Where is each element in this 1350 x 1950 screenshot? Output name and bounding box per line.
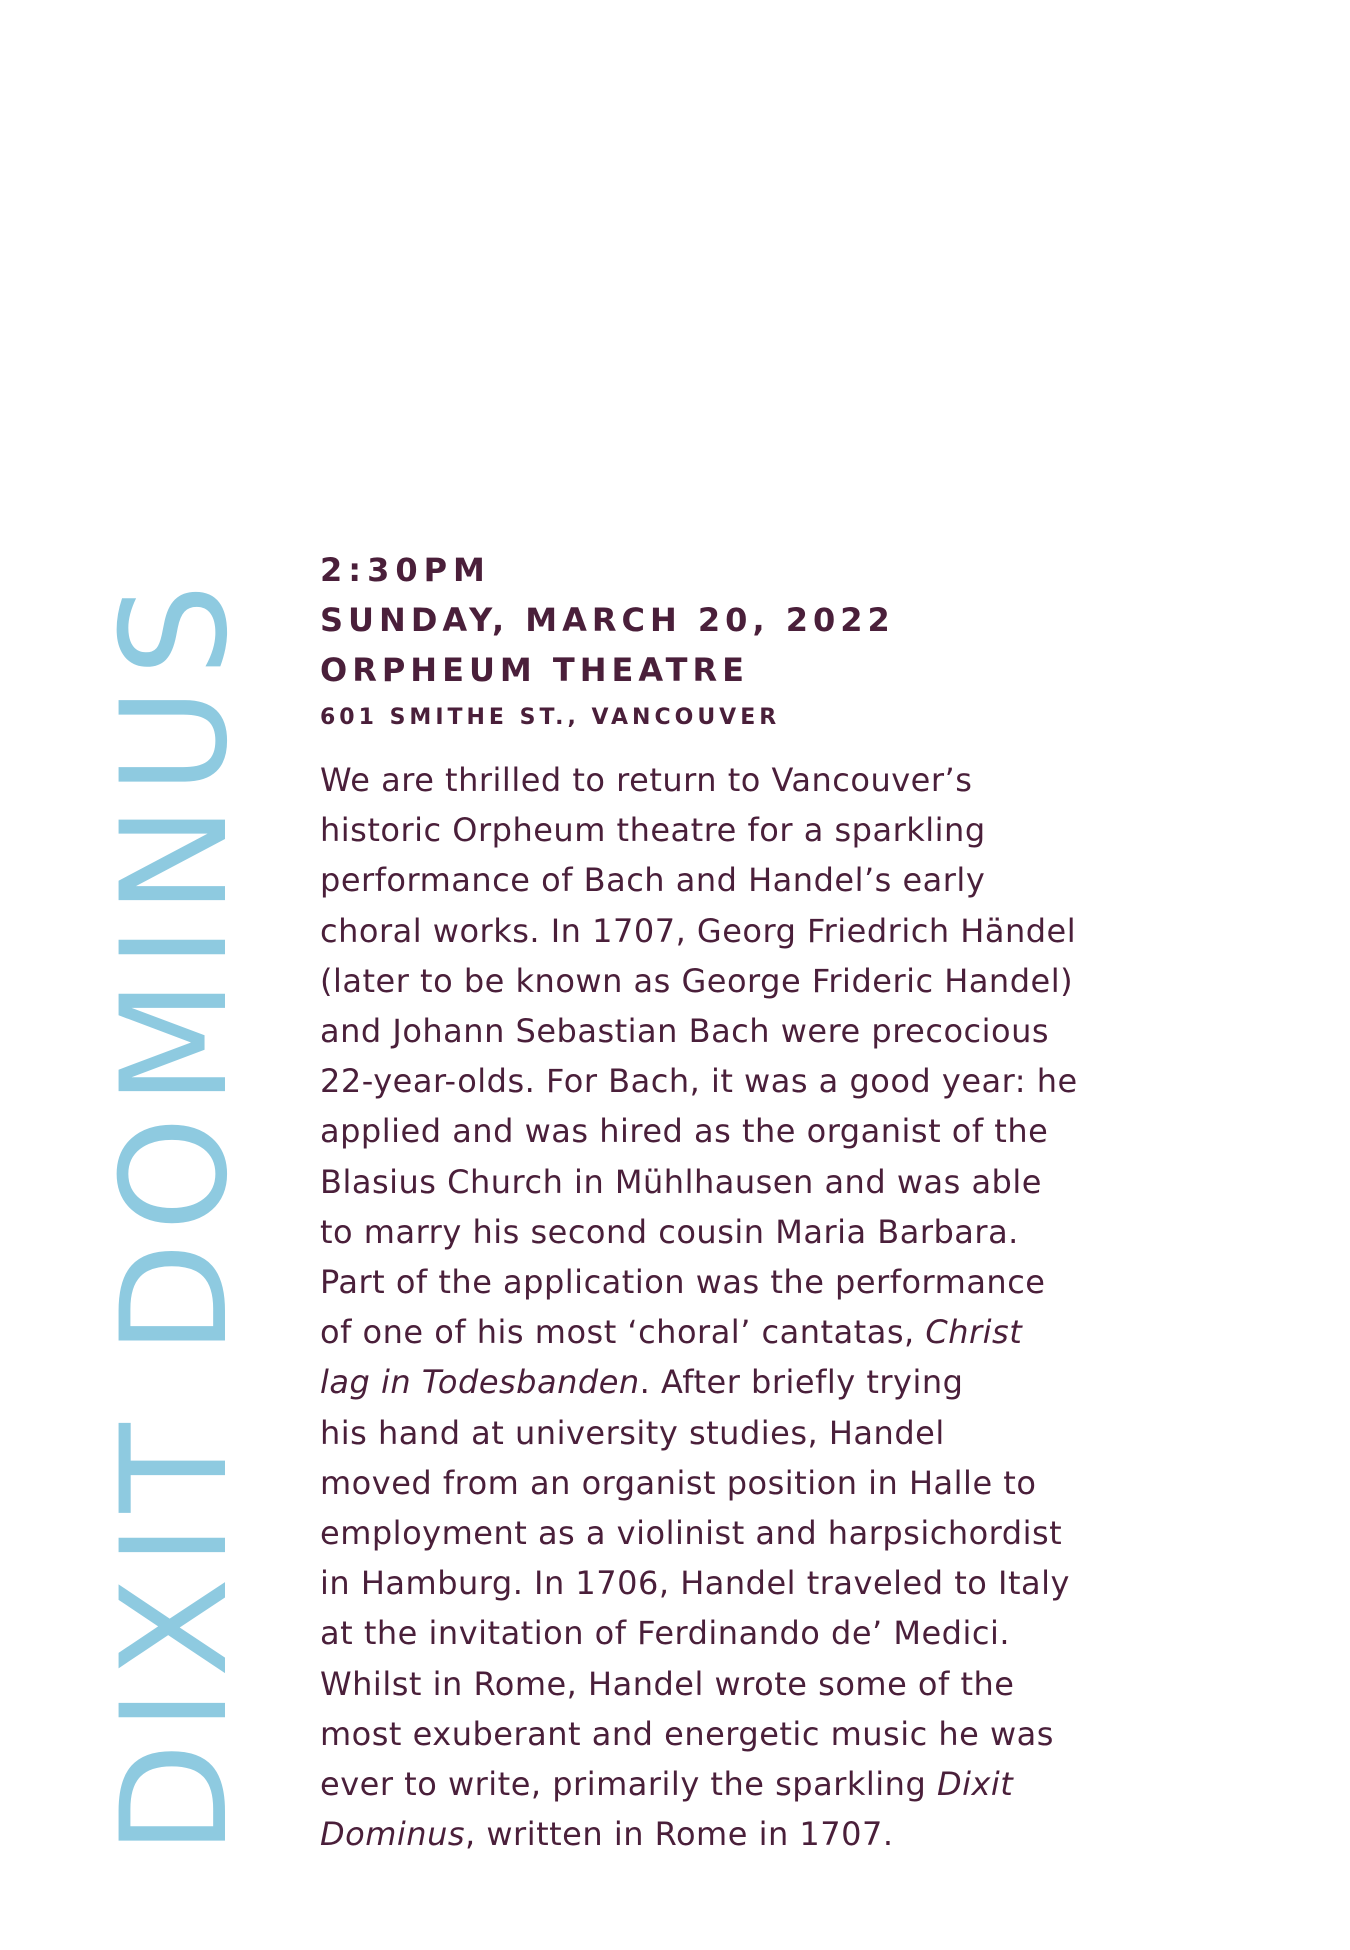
description-line	[320, 1608, 1240, 1658]
description-text: choral works. In 1707, Georg Friedrich Händel	[320, 911, 1077, 950]
event-time: 2:30PM	[320, 551, 491, 589]
event-content	[320, 545, 1240, 1859]
description-line	[320, 1257, 1240, 1307]
description-line	[320, 956, 1240, 1006]
description-text: Part of the application was the performance	[320, 1263, 1046, 1302]
description-line	[320, 1056, 1240, 1106]
description-text: Whilst in Rome, Handel wrote some of the	[320, 1664, 1015, 1703]
description-line	[320, 805, 1240, 855]
event-date: SUNDAY, MARCH 20, 2022	[320, 601, 895, 639]
description-text: applied and was hired as the organist of the	[320, 1112, 1049, 1151]
description-text: employment as a violinist and harpsichordist	[320, 1514, 1063, 1553]
event-description	[320, 755, 1240, 1859]
description-text: ever to write, primarily the sparkling	[320, 1765, 937, 1804]
description-line	[320, 1357, 1240, 1407]
description-line	[320, 1558, 1240, 1608]
description-text: historic Orpheum theatre for a sparkling	[320, 811, 986, 850]
description-text: his hand at university studies, Handel	[320, 1413, 945, 1452]
description-text: of one of his most ‘choral’ cantatas,	[320, 1313, 926, 1352]
page-title: DIXIT DOMINUS	[90, 572, 260, 1855]
italic-title-text: Dixit	[936, 1765, 1014, 1804]
event-address: 601 SMITHE ST., VANCOUVER	[320, 705, 781, 730]
description-line	[320, 1508, 1240, 1558]
description-text: to marry his second cousin Maria Barbara.	[320, 1212, 1019, 1251]
description-text: moved from an organist position in Halle to	[320, 1463, 1037, 1502]
description-line	[320, 1659, 1240, 1709]
event-venue: ORPHEUM THEATRE	[320, 651, 749, 689]
description-line	[320, 1759, 1240, 1809]
description-text: at the invitation of Ferdinando de’ Medici.	[320, 1614, 1011, 1653]
description-text: . After briefly trying	[639, 1363, 964, 1402]
description-line	[320, 855, 1240, 905]
description-text: , written in Rome in 1707.	[465, 1815, 894, 1854]
italic-title-text: Christ	[925, 1313, 1023, 1352]
description-text: Blasius Church in Mühlhausen and was able	[320, 1162, 1042, 1201]
description-line	[320, 1809, 1240, 1859]
description-text: 22-year-olds. For Bach, it was a good year: he	[320, 1062, 1078, 1101]
description-line	[320, 1106, 1240, 1156]
description-line	[320, 755, 1240, 805]
description-text: most exuberant and energetic music he was	[320, 1714, 1054, 1753]
description-line	[320, 1458, 1240, 1508]
description-line	[320, 1207, 1240, 1257]
description-line	[320, 1709, 1240, 1759]
description-line	[320, 1408, 1240, 1458]
description-text: We are thrilled to return to Vancouver’s	[320, 761, 973, 799]
description-text: in Hamburg. In 1706, Handel traveled to Italy	[320, 1564, 1070, 1603]
description-line	[320, 1307, 1240, 1357]
description-line	[320, 1157, 1240, 1207]
description-text: and Johann Sebastian Bach were precocious	[320, 1012, 1050, 1051]
description-line	[320, 906, 1240, 956]
description-text: (later to be known as George Frideric Handel)	[320, 961, 1074, 1000]
description-text: performance of Bach and Handel’s early	[320, 861, 986, 900]
italic-title-text: Dominus	[320, 1815, 466, 1854]
italic-title-text: lag in Todesbanden	[320, 1363, 640, 1402]
description-line	[320, 1006, 1240, 1056]
